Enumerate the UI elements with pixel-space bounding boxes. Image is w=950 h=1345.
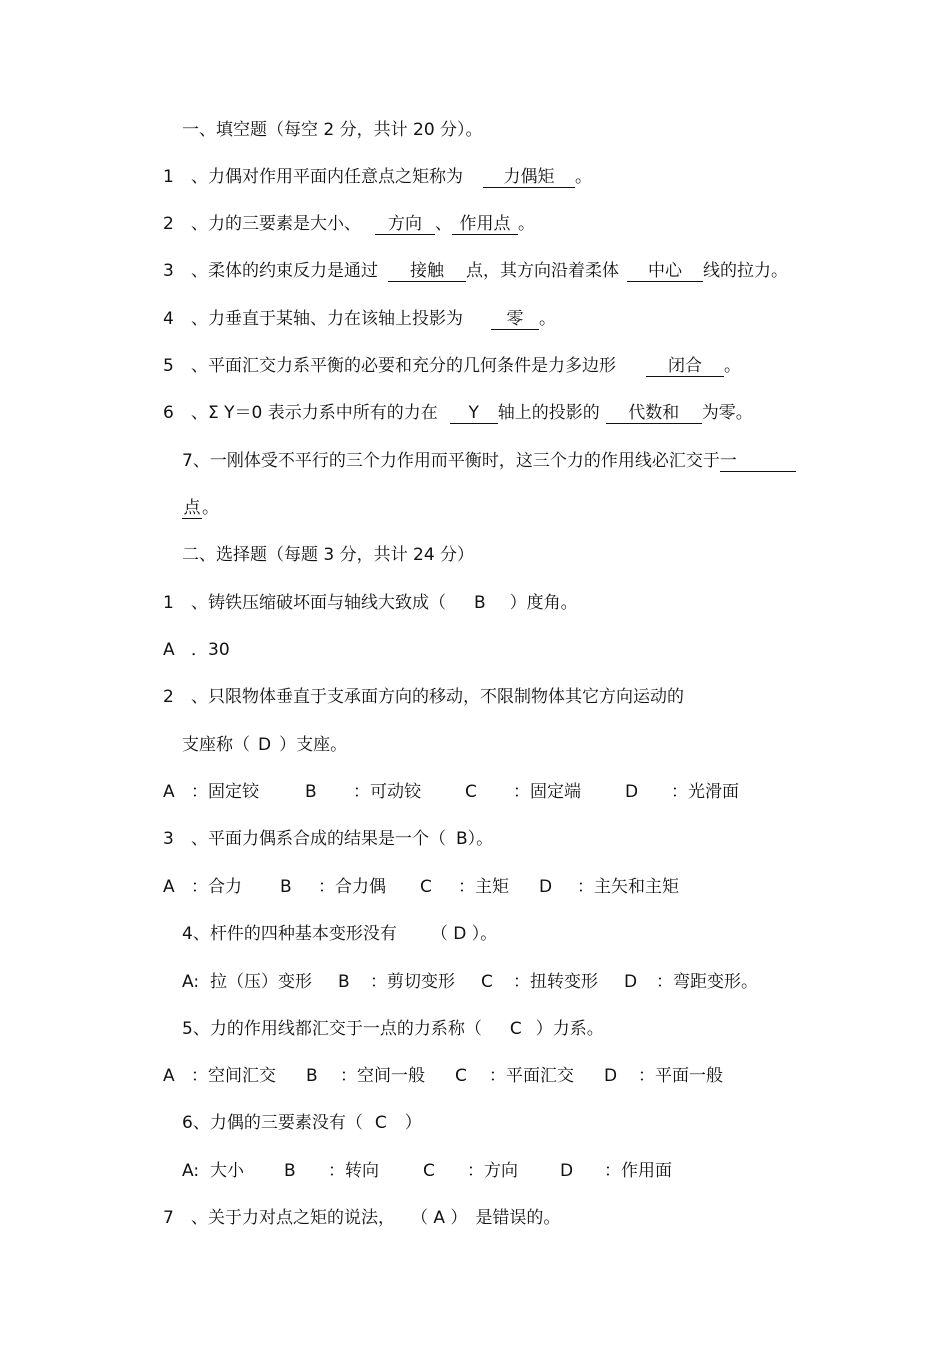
choice-question-7: [163, 1207, 560, 1229]
option-text: ：合力偶: [318, 877, 386, 897]
option-label: C: [455, 1066, 467, 1086]
answer-blank: 力偶矩: [483, 167, 575, 188]
answer-blank: 点: [183, 498, 201, 518]
answer-blank: 方向: [375, 214, 435, 235]
question-text: 、力垂直于某轴、力在该轴上投影为: [191, 309, 463, 329]
option-label: D: [624, 972, 638, 992]
question-number: 3: [163, 829, 174, 849]
option-text: 大小: [210, 1161, 244, 1181]
question-text: 6、力偶的三要素没有（: [182, 1113, 363, 1133]
option-label: B: [338, 972, 350, 992]
choice-question-2-continued: [182, 734, 347, 756]
answer-blank: 作用点: [452, 214, 518, 235]
option-label: D: [560, 1161, 574, 1181]
question-number: 3: [163, 261, 174, 281]
option-label: C: [423, 1161, 435, 1181]
question-mid: 轴上的投影的: [497, 403, 600, 423]
fill-question-7-continued: [182, 497, 219, 519]
option-text: ：转向: [328, 1161, 379, 1181]
choice-option-row: [163, 1065, 723, 1087]
question-number: 1: [163, 593, 174, 613]
option-label: B: [284, 1161, 296, 1181]
option-text: ：作用面: [604, 1161, 672, 1181]
answer-blank: 中心: [627, 261, 703, 282]
option-text: ．30: [191, 640, 230, 660]
fill-question-3: [163, 260, 788, 282]
question-number: 6: [163, 403, 174, 423]
option-label: A:: [182, 972, 200, 992]
fill-question-6: [163, 402, 753, 424]
option-text: ：固定端: [513, 782, 581, 802]
option-text: ：固定铰: [191, 782, 259, 802]
option-text: ：主矢和主矩: [577, 877, 679, 897]
section2-heading: 二、选择题（每题 3 分，共计 24 分）: [182, 545, 475, 565]
option-label: A: [163, 877, 175, 897]
question-text: 、只限物体垂直于支承面方向的移动，不限制物体其它方向运动的: [191, 687, 684, 707]
option-label: C: [481, 972, 493, 992]
question-text: 、铸铁压缩破坏面与轴线大致成（: [191, 593, 446, 613]
answer-blank: 零: [491, 309, 539, 330]
option-label: A: [163, 782, 175, 802]
answer-choice: （ A ）: [411, 1208, 468, 1228]
answer-choice: D: [258, 735, 272, 755]
question-end: ）: [404, 1113, 422, 1133]
question-end: ）度角。: [509, 593, 578, 613]
choice-question-2: [163, 686, 684, 708]
section1-heading: 一、填空题（每空 2 分，共计 20 分）。: [182, 120, 483, 140]
option-label: C: [465, 782, 477, 802]
fill-question-4: [163, 308, 556, 330]
question-end: 。: [202, 498, 219, 518]
answer-choice: B: [456, 829, 468, 849]
answer-blank: 代数和: [606, 403, 702, 424]
choice-question-4: [182, 923, 497, 945]
option-label: C: [420, 877, 432, 897]
answer-blank: 一: [720, 451, 796, 472]
choice-option-row: [163, 639, 230, 661]
option-label: B: [305, 782, 317, 802]
question-end: ）。: [467, 829, 494, 849]
question-end: 。: [518, 214, 535, 234]
choice-option-row: [182, 971, 758, 993]
choice-question-3: [163, 828, 493, 850]
answer-blank: Y: [450, 403, 498, 424]
answer-blank: 接触: [388, 261, 466, 282]
option-text: ：合力: [191, 877, 242, 897]
question-number: 5: [163, 356, 174, 376]
question-text: 支座称（: [182, 735, 250, 755]
question-text: 、Σ Y＝0 表示力系中所有的力在: [191, 403, 438, 423]
question-end: 是错误的。: [475, 1208, 561, 1228]
option-text: ：空间汇交: [191, 1066, 276, 1086]
fill-question-7: [182, 450, 796, 472]
question-end: 为零。: [701, 403, 753, 423]
question-end: ）力系。: [535, 1019, 604, 1039]
option-label: B: [280, 877, 292, 897]
question-mid: 、: [435, 214, 452, 234]
option-text: ：光滑面: [671, 782, 739, 802]
option-text: ：主矩: [458, 877, 509, 897]
option-text: ：扭转变形: [513, 972, 598, 992]
option-text: 拉（压）变形: [210, 972, 312, 992]
option-label: A: [163, 1066, 175, 1086]
option-text: ：空间一般: [340, 1066, 425, 1086]
option-text: ：平面汇交: [489, 1066, 574, 1086]
question-text: 5、力的作用线都汇交于一点的力系称（: [182, 1019, 482, 1039]
question-number: 7: [163, 1208, 174, 1228]
question-end: 线的拉力。: [703, 261, 788, 281]
choice-question-5: [182, 1018, 604, 1040]
question-text: 、柔体的约束反力是通过: [191, 261, 378, 281]
question-text: 7、一刚体受不平行的三个力作用而平衡时，这三个力的作用线必汇交于: [182, 451, 720, 471]
fill-question-2: [163, 213, 535, 235]
choice-option-row: [163, 781, 739, 803]
answer-blank: 闭合: [646, 356, 724, 377]
option-label: B: [306, 1066, 318, 1086]
option-label: D: [539, 877, 553, 897]
question-end: 。: [724, 356, 741, 376]
question-text: 4、杆件的四种基本变形没有: [182, 924, 397, 944]
question-text: 、关于力对点之矩的说法，: [191, 1208, 395, 1228]
question-end: 。: [575, 167, 592, 187]
option-text: ：方向: [467, 1161, 518, 1181]
choice-option-row: [182, 1160, 672, 1182]
question-text: 、力偶对作用平面内任意点之矩称为: [191, 167, 463, 187]
fill-question-1: [163, 166, 592, 188]
option-text: ：可动铰: [353, 782, 421, 802]
option-text: ：剪切变形: [370, 972, 455, 992]
answer-choice: B: [474, 593, 486, 613]
question-text: 、平面力偶系合成的结果是一个（: [191, 829, 446, 849]
question-number: 2: [163, 214, 174, 234]
answer-choice: C: [374, 1113, 387, 1133]
option-label: A:: [182, 1161, 200, 1181]
question-text: 、力的三要素是大小、: [191, 214, 361, 234]
choice-question-6: [182, 1112, 422, 1134]
question-number: 2: [163, 687, 174, 707]
question-text: 、平面汇交力系平衡的必要和充分的几何条件是力多边形: [191, 356, 616, 376]
question-end: ）支座。: [279, 735, 348, 755]
option-label: D: [604, 1066, 618, 1086]
fill-question-5: [163, 355, 741, 377]
question-mid: 点，其方向沿着柔体: [466, 261, 619, 281]
option-label: D: [625, 782, 639, 802]
question-number: 1: [163, 167, 174, 187]
choice-option-row: [163, 876, 679, 898]
answer-choice: （ D ）。: [430, 924, 498, 944]
choice-question-1: [163, 592, 578, 614]
option-text: ：弯距变形。: [656, 972, 758, 992]
answer-choice: C: [509, 1019, 522, 1039]
question-end: 。: [539, 309, 556, 329]
option-label: A: [163, 640, 175, 660]
option-text: ：平面一般: [638, 1066, 723, 1086]
question-number: 4: [163, 309, 174, 329]
